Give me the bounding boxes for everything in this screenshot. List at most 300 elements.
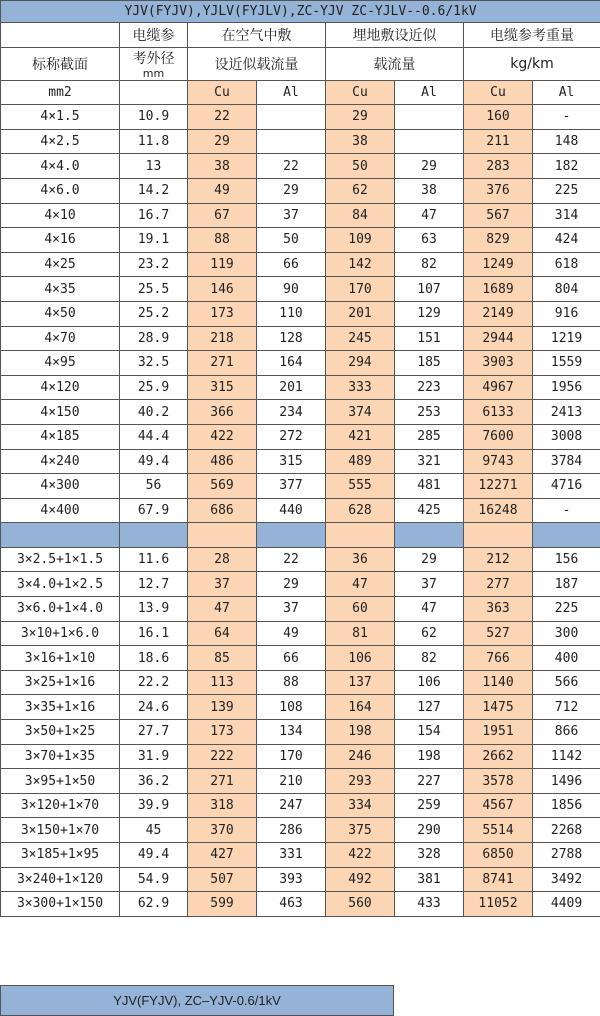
cell-air-cu: 146 xyxy=(188,277,257,302)
cell-outer-diameter: 11.6 xyxy=(120,547,188,572)
cell-air-al: 29 xyxy=(257,572,326,597)
cell-outer-diameter: 14.2 xyxy=(120,178,188,203)
cell-weight-cu: 766 xyxy=(464,646,533,671)
cell-outer-diameter: 27.7 xyxy=(120,720,188,745)
cell-weight-al: 618 xyxy=(533,252,600,277)
separator-cell xyxy=(120,523,188,548)
cell-weight-al: 804 xyxy=(533,277,600,302)
cell-weight-cu: 6133 xyxy=(464,400,533,425)
cell-air-cu: 22 xyxy=(188,105,257,130)
cell-weight-cu: 2944 xyxy=(464,326,533,351)
cell-air-cu: 599 xyxy=(188,892,257,917)
cell-weight-cu: 1951 xyxy=(464,720,533,745)
cell-weight-al: 1956 xyxy=(533,375,600,400)
cell-weight-al: 1496 xyxy=(533,769,600,794)
header-ground-current: 载流量 xyxy=(326,47,464,80)
cell-ground-cu: 170 xyxy=(326,277,395,302)
cell-weight-cu: 1249 xyxy=(464,252,533,277)
header-air-laying: 在空气中敷 xyxy=(188,23,326,48)
cell-ground-cu: 164 xyxy=(326,695,395,720)
cell-air-cu: 37 xyxy=(188,572,257,597)
cell-ground-cu: 489 xyxy=(326,449,395,474)
table-row xyxy=(1,400,600,425)
cell-air-al: 49 xyxy=(257,621,326,646)
cell-air-cu: 686 xyxy=(188,498,257,523)
cell-outer-diameter: 67.9 xyxy=(120,498,188,523)
cell-air-cu: 427 xyxy=(188,843,257,868)
separator-cell xyxy=(464,523,533,548)
cell-section: 4×50 xyxy=(1,301,120,326)
cell-air-cu: 486 xyxy=(188,449,257,474)
cell-section: 4×10 xyxy=(1,203,120,228)
cell-air-al xyxy=(257,105,326,130)
cell-section: 4×150 xyxy=(1,400,120,425)
cell-outer-diameter: 11.8 xyxy=(120,129,188,154)
cell-outer-diameter: 54.9 xyxy=(120,867,188,892)
table-row xyxy=(1,351,600,376)
cell-section: 4×1.5 xyxy=(1,105,120,130)
cell-ground-al: 223 xyxy=(395,375,464,400)
cell-weight-al: 182 xyxy=(533,154,600,179)
cell-outer-diameter: 39.9 xyxy=(120,793,188,818)
cell-ground-cu: 246 xyxy=(326,744,395,769)
table-row xyxy=(1,547,600,572)
cell-air-al: 50 xyxy=(257,228,326,253)
cell-section: 3×25+1×16 xyxy=(1,670,120,695)
table-row xyxy=(1,572,600,597)
table-row xyxy=(1,326,600,351)
cell-weight-cu: 829 xyxy=(464,228,533,253)
cell-ground-cu: 374 xyxy=(326,400,395,425)
cell-ground-al: 82 xyxy=(395,646,464,671)
header-ground-cu: Cu xyxy=(326,80,395,105)
cell-weight-cu: 11052 xyxy=(464,892,533,917)
cell-air-al xyxy=(257,129,326,154)
separator-cell xyxy=(395,523,464,548)
cell-ground-al: 227 xyxy=(395,769,464,794)
cell-ground-cu: 555 xyxy=(326,474,395,499)
cell-ground-al xyxy=(395,105,464,130)
separator-cell xyxy=(326,523,395,548)
cell-outer-diameter: 22.2 xyxy=(120,670,188,695)
cell-ground-cu: 245 xyxy=(326,326,395,351)
header-weight-unit: kg/km xyxy=(464,47,600,80)
cell-ground-cu: 198 xyxy=(326,720,395,745)
cell-outer-diameter: 28.9 xyxy=(120,326,188,351)
table-row xyxy=(1,867,600,892)
cell-weight-cu: 277 xyxy=(464,572,533,597)
cell-section: 3×300+1×150 xyxy=(1,892,120,917)
cell-air-al: 108 xyxy=(257,695,326,720)
cell-air-al: 315 xyxy=(257,449,326,474)
cell-weight-al: 3784 xyxy=(533,449,600,474)
cell-air-al: 134 xyxy=(257,720,326,745)
cell-outer-diameter: 23.2 xyxy=(120,252,188,277)
cell-ground-cu: 294 xyxy=(326,351,395,376)
cell-weight-cu: 9743 xyxy=(464,449,533,474)
table-row xyxy=(1,843,600,868)
cell-air-al: 88 xyxy=(257,670,326,695)
header-weight-al: Al xyxy=(533,80,600,105)
cell-ground-al: 425 xyxy=(395,498,464,523)
cell-weight-al: - xyxy=(533,105,600,130)
cell-ground-cu: 36 xyxy=(326,547,395,572)
cell-weight-al: 3008 xyxy=(533,424,600,449)
cell-ground-al: 37 xyxy=(395,572,464,597)
cell-weight-al: 148 xyxy=(533,129,600,154)
cell-ground-cu: 375 xyxy=(326,818,395,843)
cell-ground-al: 185 xyxy=(395,351,464,376)
cell-weight-al: 2788 xyxy=(533,843,600,868)
cell-ground-cu: 47 xyxy=(326,572,395,597)
table-row xyxy=(1,720,600,745)
cell-section: 3×50+1×25 xyxy=(1,720,120,745)
cell-outer-diameter: 25.2 xyxy=(120,301,188,326)
header-weight-cu: Cu xyxy=(464,80,533,105)
table-row xyxy=(1,203,600,228)
cell-ground-cu: 62 xyxy=(326,178,395,203)
table-row xyxy=(1,498,600,523)
cell-ground-cu: 81 xyxy=(326,621,395,646)
cell-air-al: 331 xyxy=(257,843,326,868)
cell-air-al: 37 xyxy=(257,597,326,622)
cell-weight-cu: 7600 xyxy=(464,424,533,449)
cell-section: 3×120+1×70 xyxy=(1,793,120,818)
cell-ground-al: 47 xyxy=(395,203,464,228)
cell-outer-diameter: 25.9 xyxy=(120,375,188,400)
cell-section: 3×185+1×95 xyxy=(1,843,120,868)
group-separator-row xyxy=(1,523,600,548)
table-row xyxy=(1,178,600,203)
cell-ground-al: 106 xyxy=(395,670,464,695)
cell-section: 4×300 xyxy=(1,474,120,499)
cell-air-al: 37 xyxy=(257,203,326,228)
table-row xyxy=(1,670,600,695)
cell-section: 3×16+1×10 xyxy=(1,646,120,671)
cell-ground-al: 151 xyxy=(395,326,464,351)
header-empty xyxy=(120,80,188,105)
cell-weight-cu: 3578 xyxy=(464,769,533,794)
table-row xyxy=(1,695,600,720)
table-row xyxy=(1,277,600,302)
cell-air-cu: 507 xyxy=(188,867,257,892)
table-row xyxy=(1,597,600,622)
cell-section: 3×240+1×120 xyxy=(1,867,120,892)
cell-ground-cu: 293 xyxy=(326,769,395,794)
cell-air-cu: 318 xyxy=(188,793,257,818)
cell-section: 4×95 xyxy=(1,351,120,376)
cell-ground-cu: 137 xyxy=(326,670,395,695)
cell-outer-diameter: 32.5 xyxy=(120,351,188,376)
cell-weight-cu: 212 xyxy=(464,547,533,572)
header-air-cu: Cu xyxy=(188,80,257,105)
cell-weight-al: 866 xyxy=(533,720,600,745)
cell-ground-al: 433 xyxy=(395,892,464,917)
cell-air-al: 164 xyxy=(257,351,326,376)
cell-outer-diameter: 18.6 xyxy=(120,646,188,671)
cell-air-al: 128 xyxy=(257,326,326,351)
cell-weight-al: 2413 xyxy=(533,400,600,425)
cell-ground-al: 198 xyxy=(395,744,464,769)
cell-outer-diameter: 45 xyxy=(120,818,188,843)
cell-ground-cu: 333 xyxy=(326,375,395,400)
cell-weight-al: 4409 xyxy=(533,892,600,917)
cell-weight-cu: 4967 xyxy=(464,375,533,400)
cell-section: 4×35 xyxy=(1,277,120,302)
cell-ground-cu: 142 xyxy=(326,252,395,277)
cell-section: 4×2.5 xyxy=(1,129,120,154)
cell-section: 3×70+1×35 xyxy=(1,744,120,769)
cell-air-cu: 113 xyxy=(188,670,257,695)
cell-air-cu: 315 xyxy=(188,375,257,400)
separator-cell xyxy=(188,523,257,548)
cell-weight-cu: 16248 xyxy=(464,498,533,523)
cell-ground-cu: 106 xyxy=(326,646,395,671)
header-area-unit: mm2 xyxy=(1,80,120,105)
cell-weight-cu: 1140 xyxy=(464,670,533,695)
cell-weight-al: 225 xyxy=(533,597,600,622)
cell-weight-al: 1142 xyxy=(533,744,600,769)
cell-outer-diameter: 44.4 xyxy=(120,424,188,449)
cell-ground-al: 82 xyxy=(395,252,464,277)
cell-weight-cu: 160 xyxy=(464,105,533,130)
cell-outer-diameter: 49.4 xyxy=(120,843,188,868)
cell-weight-cu: 376 xyxy=(464,178,533,203)
cell-weight-al: 424 xyxy=(533,228,600,253)
cell-section: 4×400 xyxy=(1,498,120,523)
cell-section: 3×6.0+1×4.0 xyxy=(1,597,120,622)
table-row xyxy=(1,621,600,646)
cell-weight-cu: 567 xyxy=(464,203,533,228)
cell-outer-diameter: 31.9 xyxy=(120,744,188,769)
cell-weight-cu: 6850 xyxy=(464,843,533,868)
cell-weight-cu: 1475 xyxy=(464,695,533,720)
cell-weight-al: 225 xyxy=(533,178,600,203)
cell-air-cu: 47 xyxy=(188,597,257,622)
header-air-current: 设近似载流量 xyxy=(188,47,326,80)
header-ground-laying: 埋地敷设近似 xyxy=(326,23,464,48)
cell-ground-cu: 29 xyxy=(326,105,395,130)
table-row xyxy=(1,252,600,277)
cell-outer-diameter: 13.9 xyxy=(120,597,188,622)
cell-air-cu: 28 xyxy=(188,547,257,572)
cell-weight-cu: 12271 xyxy=(464,474,533,499)
header-nominal-section: 标称截面 xyxy=(1,47,120,80)
cell-section: 4×16 xyxy=(1,228,120,253)
cell-weight-al: 2268 xyxy=(533,818,600,843)
cell-ground-al: 127 xyxy=(395,695,464,720)
cell-air-al: 66 xyxy=(257,252,326,277)
cell-air-al: 170 xyxy=(257,744,326,769)
cell-weight-cu: 527 xyxy=(464,621,533,646)
cell-section: 4×4.0 xyxy=(1,154,120,179)
cell-air-al: 90 xyxy=(257,277,326,302)
cell-ground-cu: 628 xyxy=(326,498,395,523)
cell-ground-al: 38 xyxy=(395,178,464,203)
table-row xyxy=(1,424,600,449)
cell-outer-diameter: 49.4 xyxy=(120,449,188,474)
header-blank xyxy=(1,23,120,48)
cell-air-cu: 88 xyxy=(188,228,257,253)
cell-air-al: 234 xyxy=(257,400,326,425)
cell-section: 3×4.0+1×2.5 xyxy=(1,572,120,597)
cell-ground-al: 29 xyxy=(395,547,464,572)
cell-section: 4×70 xyxy=(1,326,120,351)
cell-weight-al: 712 xyxy=(533,695,600,720)
cell-outer-diameter: 62.9 xyxy=(120,892,188,917)
cell-section: 4×120 xyxy=(1,375,120,400)
cell-section: 3×150+1×70 xyxy=(1,818,120,843)
cell-air-cu: 49 xyxy=(188,178,257,203)
table-row xyxy=(1,375,600,400)
cell-weight-al: 314 xyxy=(533,203,600,228)
cell-air-al: 110 xyxy=(257,301,326,326)
cell-ground-al: 154 xyxy=(395,720,464,745)
table-row xyxy=(1,793,600,818)
cell-weight-cu: 8741 xyxy=(464,867,533,892)
cell-ground-cu: 334 xyxy=(326,793,395,818)
header-outer-diameter-unit: mm xyxy=(142,66,165,80)
cell-ground-cu: 60 xyxy=(326,597,395,622)
cell-ground-al: 481 xyxy=(395,474,464,499)
cell-ground-al: 47 xyxy=(395,597,464,622)
cell-ground-al: 253 xyxy=(395,400,464,425)
cell-ground-cu: 201 xyxy=(326,301,395,326)
cell-air-cu: 119 xyxy=(188,252,257,277)
cell-outer-diameter: 12.7 xyxy=(120,572,188,597)
separator-cell xyxy=(257,523,326,548)
header-air-al: Al xyxy=(257,80,326,105)
cell-section: 3×2.5+1×1.5 xyxy=(1,547,120,572)
cell-air-cu: 271 xyxy=(188,351,257,376)
table-row xyxy=(1,744,600,769)
cell-weight-al: - xyxy=(533,498,600,523)
header-outer-diameter xyxy=(120,47,188,80)
cell-ground-al: 129 xyxy=(395,301,464,326)
cell-weight-cu: 2149 xyxy=(464,301,533,326)
table-row xyxy=(1,646,600,671)
cell-weight-cu: 363 xyxy=(464,597,533,622)
cell-weight-cu: 4567 xyxy=(464,793,533,818)
footer-label: YJV(FYJV), ZC–YJV-0.6/1kV xyxy=(0,985,394,1016)
cell-air-al: 440 xyxy=(257,498,326,523)
table-title: YJV(FYJV),YJLV(FYJLV),ZC-YJV ZC-YJLV--0.6/1kV xyxy=(1,1,600,23)
cell-ground-al: 328 xyxy=(395,843,464,868)
cell-weight-al: 400 xyxy=(533,646,600,671)
cell-ground-cu: 84 xyxy=(326,203,395,228)
cell-air-cu: 29 xyxy=(188,129,257,154)
cell-weight-cu: 3903 xyxy=(464,351,533,376)
cell-air-cu: 64 xyxy=(188,621,257,646)
cell-air-al: 66 xyxy=(257,646,326,671)
cell-weight-al: 300 xyxy=(533,621,600,646)
cell-section: 4×25 xyxy=(1,252,120,277)
cell-air-al: 247 xyxy=(257,793,326,818)
cell-weight-al: 916 xyxy=(533,301,600,326)
cell-outer-diameter: 40.2 xyxy=(120,400,188,425)
cell-ground-al: 29 xyxy=(395,154,464,179)
cell-air-cu: 173 xyxy=(188,301,257,326)
cell-air-al: 22 xyxy=(257,547,326,572)
cell-weight-al: 4716 xyxy=(533,474,600,499)
cell-air-al: 463 xyxy=(257,892,326,917)
cell-weight-cu: 5514 xyxy=(464,818,533,843)
cell-weight-cu: 2662 xyxy=(464,744,533,769)
header-cable-weight: 电缆参考重量 xyxy=(464,23,600,48)
cell-weight-al: 1856 xyxy=(533,793,600,818)
header-cable-param: 电缆参 xyxy=(120,23,188,48)
cell-ground-cu: 422 xyxy=(326,843,395,868)
cell-air-al: 377 xyxy=(257,474,326,499)
cell-air-al: 272 xyxy=(257,424,326,449)
cell-weight-cu: 283 xyxy=(464,154,533,179)
table-row xyxy=(1,892,600,917)
cell-outer-diameter: 16.7 xyxy=(120,203,188,228)
cell-weight-cu: 211 xyxy=(464,129,533,154)
cell-outer-diameter: 13 xyxy=(120,154,188,179)
cell-air-cu: 422 xyxy=(188,424,257,449)
cell-weight-al: 1559 xyxy=(533,351,600,376)
cell-ground-cu: 421 xyxy=(326,424,395,449)
separator-cell xyxy=(533,523,600,548)
cell-weight-al: 187 xyxy=(533,572,600,597)
cell-ground-cu: 50 xyxy=(326,154,395,179)
table-row xyxy=(1,301,600,326)
cell-air-al: 393 xyxy=(257,867,326,892)
cell-section: 4×240 xyxy=(1,449,120,474)
table-row xyxy=(1,769,600,794)
cell-air-cu: 569 xyxy=(188,474,257,499)
cell-air-cu: 38 xyxy=(188,154,257,179)
cell-ground-al: 290 xyxy=(395,818,464,843)
cell-section: 3×35+1×16 xyxy=(1,695,120,720)
cell-ground-al: 107 xyxy=(395,277,464,302)
header-ground-al: Al xyxy=(395,80,464,105)
cell-ground-al: 321 xyxy=(395,449,464,474)
table-row xyxy=(1,449,600,474)
cell-section: 4×6.0 xyxy=(1,178,120,203)
cell-ground-al: 63 xyxy=(395,228,464,253)
cell-outer-diameter: 19.1 xyxy=(120,228,188,253)
table-row xyxy=(1,818,600,843)
cell-air-cu: 67 xyxy=(188,203,257,228)
cell-air-al: 201 xyxy=(257,375,326,400)
cell-weight-al: 156 xyxy=(533,547,600,572)
table-row xyxy=(1,154,600,179)
separator-cell xyxy=(1,523,120,548)
cell-air-cu: 173 xyxy=(188,720,257,745)
table-row xyxy=(1,105,600,130)
cell-air-al: 29 xyxy=(257,178,326,203)
cell-section: 3×95+1×50 xyxy=(1,769,120,794)
cell-weight-al: 1219 xyxy=(533,326,600,351)
cell-outer-diameter: 25.5 xyxy=(120,277,188,302)
cell-outer-diameter: 10.9 xyxy=(120,105,188,130)
cell-air-cu: 139 xyxy=(188,695,257,720)
cell-ground-al: 259 xyxy=(395,793,464,818)
cell-ground-cu: 492 xyxy=(326,867,395,892)
table-row xyxy=(1,129,600,154)
cell-ground-al: 381 xyxy=(395,867,464,892)
cell-air-cu: 271 xyxy=(188,769,257,794)
cell-weight-al: 566 xyxy=(533,670,600,695)
header-outer-diameter-label: 考外径 xyxy=(132,50,175,67)
table-row xyxy=(1,474,600,499)
cell-air-cu: 370 xyxy=(188,818,257,843)
cell-air-al: 210 xyxy=(257,769,326,794)
cell-ground-al: 62 xyxy=(395,621,464,646)
cell-air-al: 22 xyxy=(257,154,326,179)
